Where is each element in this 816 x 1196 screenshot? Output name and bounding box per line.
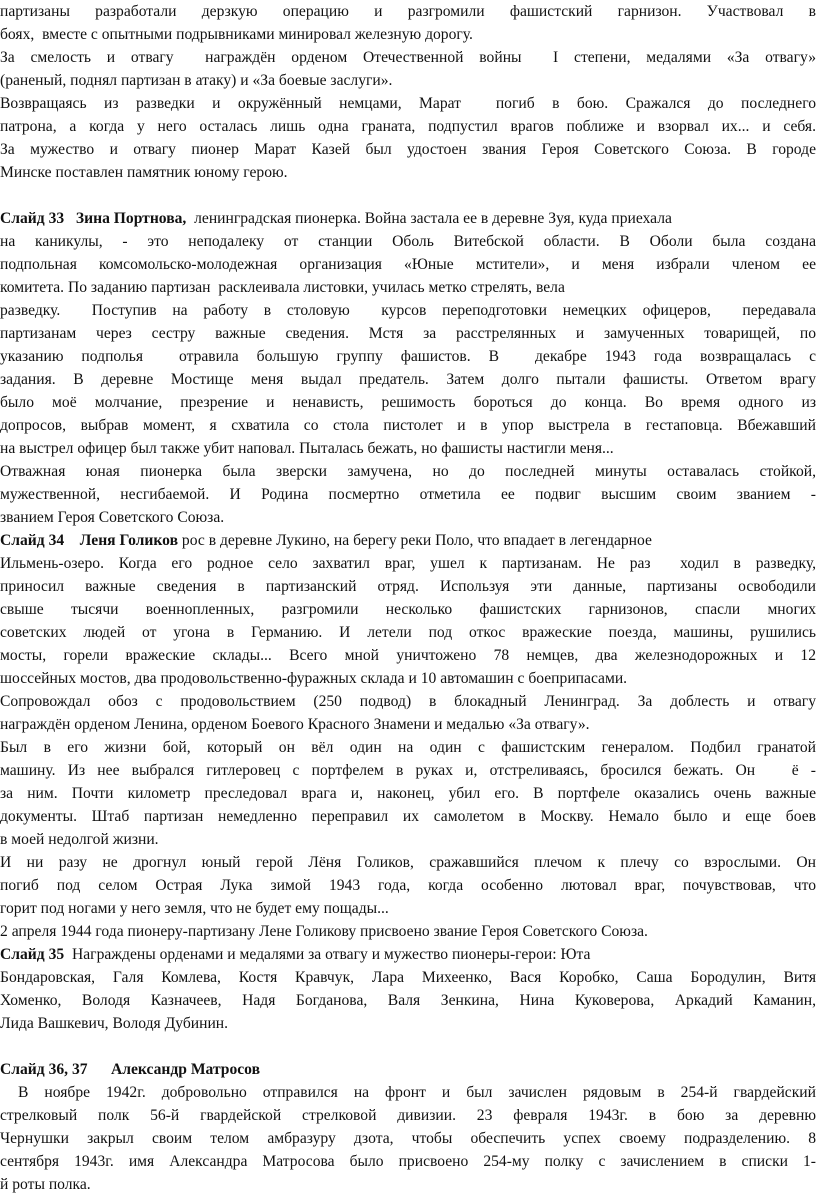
text-line: указанию подполья отравила большую группу фашистов. В декабре 1943 года возвращалась с xyxy=(0,348,816,365)
text-line: Был в его жизни бой, который он вёл один на один с фашистским генералом. Подбил гранатой xyxy=(0,739,816,756)
text-line: 2 апреля 1944 года пионеру-партизану Лене Голикову присвоено звание Героя Советского Союза. xyxy=(0,923,648,940)
text-line: было моё молчание, презрение и ненависть, решимость бороться до конца. Во время одного из xyxy=(0,394,816,411)
text-line: Награждены орденами и медалями за отвагу и мужество пионеры-герои: Юта xyxy=(71,946,591,963)
text-line: на каникулы, - это неподалеку от станции Оболь Витебской области. В Оболи была создана xyxy=(0,233,816,250)
text-line: стрелковый полк 56-й гвардейской стрелковой дивизии. 23 февраля 1943г. в бою за деревню xyxy=(0,1107,816,1124)
text-line: приносил важные сведения в партизанский отряд. Используя эти данные, партизаны освободили xyxy=(0,578,816,595)
text-line: сентября 1943г. имя Александра Матросова было присвоено 254-му полку с зачислением в списки 1- xyxy=(0,1153,816,1170)
text-line: свыше тысячи военнопленных, разгромили несколько фашистских гарнизонов, спасли многих xyxy=(0,601,816,618)
text-line: За смелость и отвагу награждён орденом Отечественной войны I степени, медалями «За отвагу» xyxy=(0,49,816,66)
text-line: задания. В деревне Мостище меня выдал предатель. Затем долго пытали фашисты. Ответом врагу xyxy=(0,371,816,388)
text-line: советских людей от угона в Германию. И летели под откос вражеские поезда, машины, рушились xyxy=(0,624,816,641)
text-line: Хоменко, Володя Казначеев, Надя Богданова, Валя Зенкина, Нина Куковерова, Аркадий Каманин, xyxy=(0,992,816,1009)
text-line: Чернушки закрыл своим телом амбразуру дзота, чтобы обеспечить успех своему подразделению. 8 xyxy=(0,1130,816,1147)
text-line: рос в деревне Лукино, на берегу реки Поло, что впадает в легендарное xyxy=(181,532,652,549)
text-line: разведку. Поступив на работу в столовую курсов переподготовки немецких офицеров, передавала xyxy=(0,302,816,319)
text-line: погиб под селом Острая Лука зимой 1943 года, когда особенно лютовал враг, почувствовав, что xyxy=(0,877,816,894)
text-line: Сопровождал обоз с продовольствием (250 подвод) в блокадный Ленинград. За доблесть и отвагу xyxy=(0,693,816,710)
text-line: подпольная комсомольско-молодежная организация «Юные мстители», и меня избрали членом ее xyxy=(0,256,816,273)
text-line: званием Героя Советского Союза. xyxy=(0,509,225,526)
text-line: шоссейных мостов, два продовольственно-фуражных склада и 10 автомашин с боеприпасами. xyxy=(0,670,628,687)
slide-36-37-heading: Слайд 36, 37 Александр Матросов xyxy=(0,1061,261,1078)
text-line: на выстрел офицер был также убит наповал. Пыталась бежать, но фашисты настигли меня... xyxy=(0,440,614,457)
text-line: партизаны разработали дерзкую операцию и разгромили фашистский гарнизон. Участвовал в xyxy=(0,3,816,20)
text-line: комитета. По заданию партизан расклеивала листовки, училась метко стрелять, вела xyxy=(0,279,565,296)
text-line: За мужество и отвагу пионер Марат Казей был удостоен звания Героя Советского Союза. В городе xyxy=(0,141,816,158)
text-line: партизанам через сестру важные сведения. Мстя за расстрелянных и замученных товарищей, по xyxy=(0,325,816,342)
text-line: Минске поставлен памятник юному герою. xyxy=(0,164,288,181)
slide-33-heading: Слайд 33 Зина Портнова, xyxy=(0,210,187,227)
slide-34-heading-line xyxy=(0,529,816,552)
text-line: ленинградская пионерка. Война застала ее в деревне Зуя, куда приехала xyxy=(194,210,672,227)
text-line: патрона, а когда у него осталась лишь одна граната, подпустил врагов поближе и взорвал их... и себя. xyxy=(0,118,816,135)
text-line: мужественной, несгибаемой. И Родина посмертно отметила ее подвиг высшим своим званием - xyxy=(0,486,816,503)
slide-34-heading: Слайд 34 Леня Голиков xyxy=(0,532,179,549)
text-line: за ним. Почти километр преследовал врага и, наконец, убил его. В портфеле оказались очень важные xyxy=(0,785,816,802)
text-line: награждён орденом Ленина, орденом Боевого Красного Знамени и медалью «За отвагу». xyxy=(0,716,590,733)
text-line: Отважная юная пионерка была зверски замучена, но до последней минуты оставалась стойкой, xyxy=(0,463,816,480)
text-line: допросов, выбрав момент, я схватила со стола пистолет и в упор выстрела в гестаповца. Вбежавший xyxy=(0,417,816,434)
text-line: боях, вместе с опытными подрывниками минировал железную дорогу. xyxy=(0,26,473,43)
text-line: Бондаровская, Галя Комлева, Костя Кравчук, Лара Михеенко, Вася Коробко, Саша Бородулин, Витя xyxy=(0,969,816,986)
text-line: В ноябре 1942г. добровольно отправился на фронт и был зачислен рядовым в 254-й гвардейский xyxy=(18,1084,816,1101)
text-line: й роты полка. xyxy=(0,1176,91,1193)
text-line: Лида Вашкевич, Володя Дубинин. xyxy=(0,1015,229,1032)
text-line: (раненый, поднял партизан в атаку) и «За боевые заслуги». xyxy=(0,72,393,89)
text-line: горит под ногами у него земля, что не будет ему пощады... xyxy=(0,900,389,917)
slide-35-heading-line xyxy=(0,943,816,966)
text-line: Ильмень-озеро. Когда его родное село захватил враг, ушел к партизанам. Не раз ходил в разведку, xyxy=(0,555,816,572)
text-line: в моей недолгой жизни. xyxy=(0,831,159,848)
slide-33-heading-line xyxy=(0,207,816,230)
text-line: Возвращаясь из разведки и окружённый немцами, Марат погиб в бою. Сражался до последнего xyxy=(0,95,816,112)
text-line: мосты, горели вражеские склады... Всего мной уничтожено 78 немцев, два железнодорожных и 12 xyxy=(0,647,816,664)
slide-35-heading: Слайд 35 xyxy=(0,946,65,963)
text-line: И ни разу не дрогнул юный герой Лёня Голиков, сражавшийся плечом к плечу со взрослыми. Он xyxy=(0,854,816,871)
text-line: документы. Штаб партизан немедленно переправил их самолетом в Москву. Немало было и еще боев xyxy=(0,808,816,825)
text-line: машину. Из нее выбрался гитлеровец с портфелем в руках и, отстреливаясь, бросился бежать. Он ё - xyxy=(0,762,816,779)
slide-36-37-heading-line xyxy=(0,1058,816,1081)
